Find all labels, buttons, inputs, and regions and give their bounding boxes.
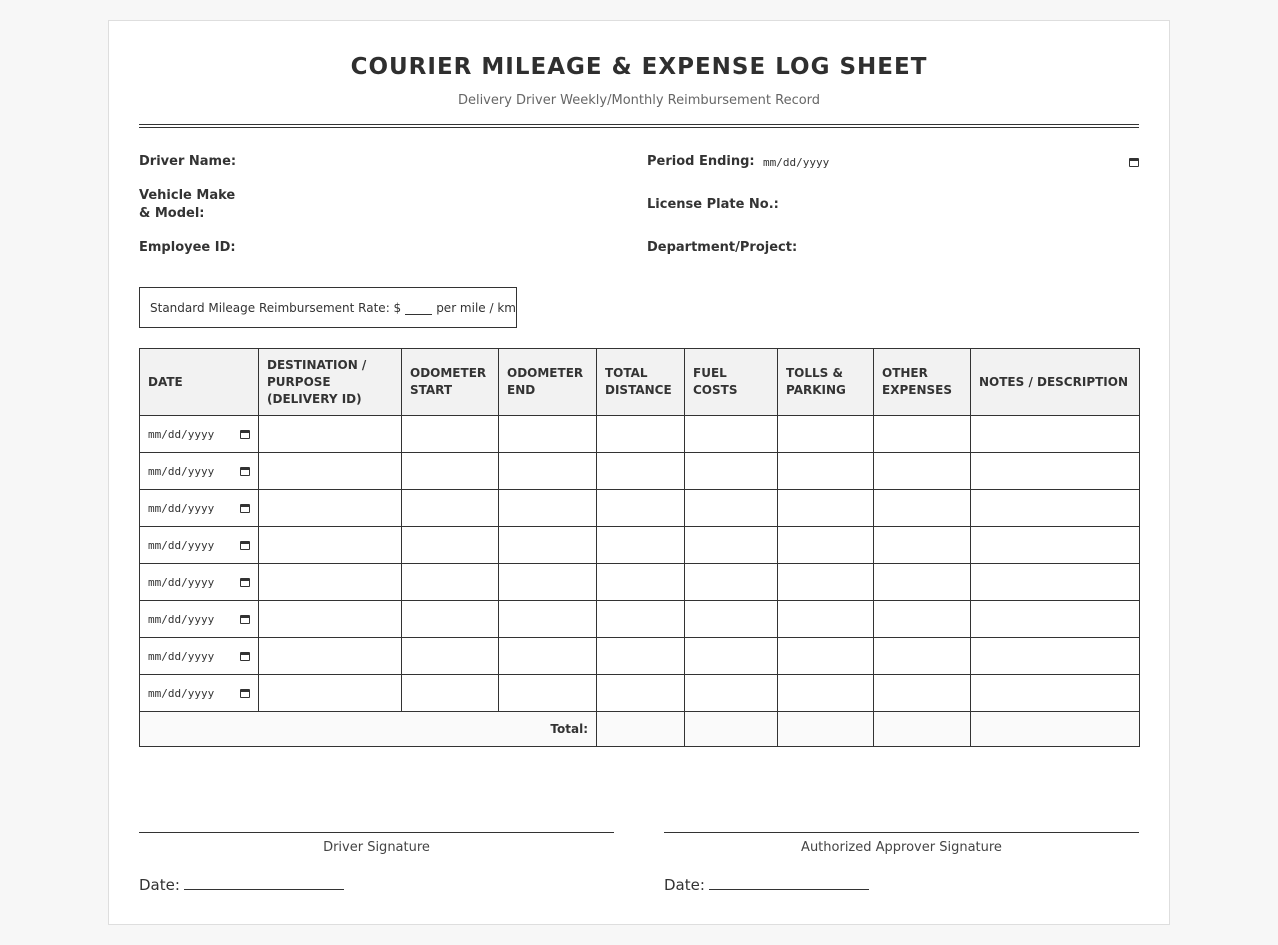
odometer-start-cell[interactable] [402,564,499,601]
odometer-end-cell[interactable] [499,601,597,638]
period-ending-label: Period Ending: [647,154,755,169]
notes-cell[interactable] [971,490,1140,527]
tolls-parking-cell[interactable] [778,416,874,453]
mileage-rate-box [139,287,517,328]
tolls-parking-cell[interactable] [778,564,874,601]
department-label: Department/Project: [647,240,798,255]
tolls-parking-cell[interactable] [778,675,874,712]
approver-signature-line[interactable] [664,832,1139,833]
tolls-parking-cell[interactable] [778,527,874,564]
odometer-end-cell[interactable] [499,416,597,453]
notes-cell[interactable] [971,453,1140,490]
table-row [140,416,1140,453]
date-cell[interactable] [140,638,259,675]
other-expenses-cell[interactable] [874,675,971,712]
total-distance-cell[interactable] [597,527,685,564]
date-placeholder: mm/dd/yyyy [148,575,215,589]
destination-cell[interactable] [259,564,402,601]
date-input[interactable] [148,428,250,441]
date-input[interactable] [148,502,250,515]
calendar-icon[interactable] [240,652,250,661]
date-cell[interactable] [140,490,259,527]
destination-cell[interactable] [259,490,402,527]
total-distance-cell[interactable] [597,712,685,747]
date-placeholder: mm/dd/yyyy [148,538,215,552]
calendar-icon[interactable] [240,504,250,513]
tolls-parking-cell[interactable] [778,490,874,527]
total-distance-cell[interactable] [597,638,685,675]
table-header-row [140,349,1140,416]
rate-suffix: per mile / km [436,300,516,315]
date-input[interactable] [148,465,250,478]
table-row [140,675,1140,712]
date-placeholder: mm/dd/yyyy [148,427,215,441]
calendar-icon[interactable] [240,541,250,550]
tolls-parking-cell[interactable] [778,601,874,638]
calendar-icon[interactable] [240,467,250,476]
fuel-costs-cell[interactable] [685,416,778,453]
date-input[interactable] [148,539,250,552]
odometer-end-cell[interactable] [499,638,597,675]
col-other-expenses: OTHER EXPENSES [874,349,971,416]
fuel-costs-cell[interactable] [685,527,778,564]
period-ending-placeholder: mm/dd/yyyy [763,155,830,169]
fuel-costs-cell[interactable] [685,601,778,638]
table-row [140,453,1140,490]
date-input[interactable] [148,613,250,626]
other-expenses-cell[interactable] [874,638,971,675]
table-row [140,638,1140,675]
log-sheet [108,20,1170,925]
driver-signature-label: Driver Signature [323,840,430,855]
total-distance-cell[interactable] [597,490,685,527]
other-expenses-cell[interactable] [874,527,971,564]
date-input[interactable] [148,687,250,700]
fuel-costs-cell[interactable] [685,564,778,601]
col-tolls-parking: TOLLS & PARKING [778,349,874,416]
fuel-costs-cell[interactable] [685,490,778,527]
odometer-start-cell[interactable] [402,601,499,638]
mileage-log-table [139,348,1140,747]
odometer-end-cell[interactable] [499,564,597,601]
tolls-parking-cell[interactable] [778,638,874,675]
other-expenses-cell[interactable] [874,601,971,638]
odometer-start-cell[interactable] [402,675,499,712]
total-tolls-cell[interactable] [778,712,874,747]
date-cell[interactable] [140,601,259,638]
driver-date-label: Date: [139,876,180,894]
odometer-start-cell[interactable] [402,527,499,564]
date-placeholder: mm/dd/yyyy [148,501,215,515]
odometer-end-cell[interactable] [499,453,597,490]
driver-date-input[interactable] [184,874,344,890]
destination-cell[interactable] [259,601,402,638]
date-cell[interactable] [140,527,259,564]
col-fuel-costs: FUEL COSTS [685,349,778,416]
approver-signature-label: Authorized Approver Signature [801,840,1002,855]
header-divider [139,124,1139,128]
odometer-end-cell[interactable] [499,675,597,712]
total-other-cell[interactable] [874,712,971,747]
rate-prefix: Standard Mileage Reimbursement Rate: $ [150,300,402,315]
calendar-icon[interactable] [240,430,250,439]
calendar-icon[interactable] [240,578,250,587]
page-title: COURIER MILEAGE & EXPENSE LOG SHEET [350,54,928,80]
notes-cell[interactable] [971,416,1140,453]
notes-cell[interactable] [971,527,1140,564]
calendar-icon[interactable] [240,615,250,624]
odometer-start-cell[interactable] [402,453,499,490]
total-fuel-cell[interactable] [685,712,778,747]
date-input[interactable] [148,650,250,663]
col-destination: DESTINATION / PURPOSE (DELIVERY ID) [259,349,402,416]
table-row [140,527,1140,564]
calendar-icon[interactable] [240,689,250,698]
date-placeholder: mm/dd/yyyy [148,649,215,663]
notes-cell[interactable] [971,601,1140,638]
tolls-parking-cell[interactable] [778,453,874,490]
other-expenses-cell[interactable] [874,453,971,490]
destination-cell[interactable] [259,675,402,712]
date-placeholder: mm/dd/yyyy [148,686,215,700]
total-notes-cell [971,712,1140,747]
date-cell[interactable] [140,453,259,490]
total-row [140,712,1140,747]
fuel-costs-cell[interactable] [685,638,778,675]
col-odometer-start: ODOMETER START [402,349,499,416]
total-distance-cell[interactable] [597,416,685,453]
odometer-end-cell[interactable] [499,490,597,527]
approver-date [664,874,869,894]
other-expenses-cell[interactable] [874,564,971,601]
date-input[interactable] [148,576,250,589]
fuel-costs-cell[interactable] [685,453,778,490]
date-placeholder: mm/dd/yyyy [148,464,215,478]
date-cell[interactable] [140,564,259,601]
date-cell[interactable] [140,416,259,453]
col-date: DATE [140,349,259,416]
odometer-start-cell[interactable] [402,638,499,675]
col-odometer-end: ODOMETER END [499,349,597,416]
page-subtitle: Delivery Driver Weekly/Monthly Reimbursement Record [457,93,821,108]
total-label: Total: [140,712,597,747]
vehicle-label: Vehicle Make & Model: [139,188,236,221]
destination-cell[interactable] [259,416,402,453]
date-placeholder: mm/dd/yyyy [148,612,215,626]
col-total-distance: TOTAL DISTANCE [597,349,685,416]
approver-date-label: Date: [664,876,705,894]
table-row [140,490,1140,527]
fuel-costs-cell[interactable] [685,675,778,712]
approver-date-input[interactable] [709,874,869,890]
col-notes: NOTES / DESCRIPTION [971,349,1140,416]
destination-cell[interactable] [259,527,402,564]
period-ending-input[interactable] [763,154,1139,170]
calendar-icon[interactable] [1129,158,1139,167]
destination-cell[interactable] [259,453,402,490]
other-expenses-cell[interactable] [874,490,971,527]
license-plate-label: License Plate No.: [647,197,779,212]
odometer-start-cell[interactable] [402,416,499,453]
driver-date [139,874,344,894]
date-cell[interactable] [140,675,259,712]
other-expenses-cell[interactable] [874,416,971,453]
driver-signature-line[interactable] [139,832,614,833]
notes-cell[interactable] [971,564,1140,601]
driver-name-label: Driver Name: [139,154,237,169]
notes-cell[interactable] [971,675,1140,712]
table-row [140,601,1140,638]
destination-cell[interactable] [259,638,402,675]
total-distance-cell[interactable] [597,453,685,490]
table-row [140,564,1140,601]
odometer-start-cell[interactable] [402,490,499,527]
rate-input[interactable] [405,301,432,315]
total-distance-cell[interactable] [597,564,685,601]
notes-cell[interactable] [971,638,1140,675]
odometer-end-cell[interactable] [499,527,597,564]
total-distance-cell[interactable] [597,601,685,638]
employee-id-label: Employee ID: [139,240,236,255]
total-distance-cell[interactable] [597,675,685,712]
